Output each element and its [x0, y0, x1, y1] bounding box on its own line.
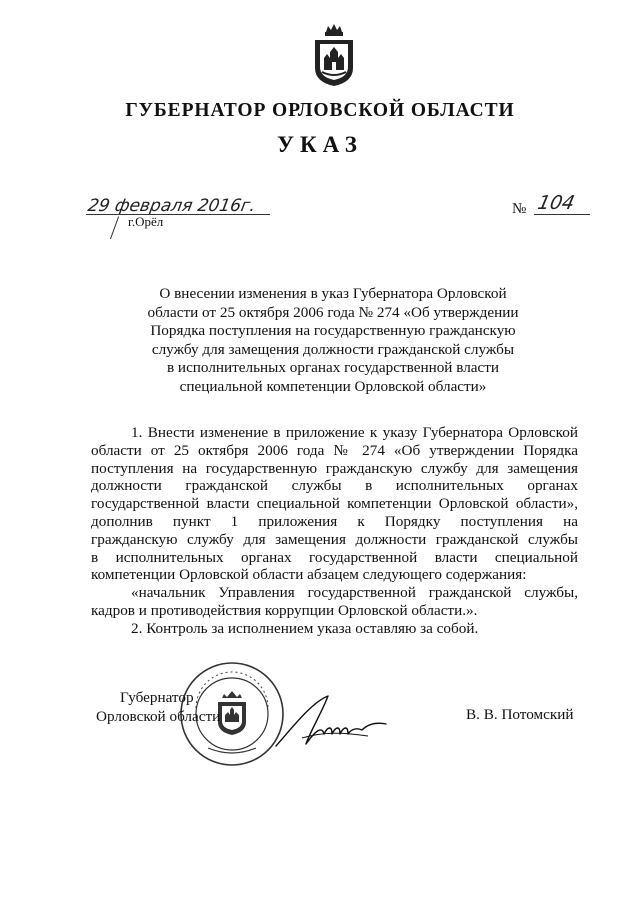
paragraph-line: поступления на государственную гражданскую службу для замещения — [91, 459, 578, 477]
paragraph-line: области от 25 октября 2006 года № 274 «Об утверждении Порядка — [91, 441, 578, 459]
quoted-paragraph — [91, 584, 578, 620]
paragraph-line: должности гражданской службы в исполнительных органах — [91, 477, 578, 495]
document-type-title: УКАЗ — [277, 132, 363, 157]
handwritten-date: 29 февраля 2016г. — [86, 196, 258, 216]
city-tick-mark — [110, 216, 120, 239]
paragraph-1 — [91, 424, 578, 584]
coat-of-arms-icon — [312, 22, 356, 88]
signatory-title-line2: Орловской области — [96, 708, 221, 725]
paragraph-2 — [91, 620, 578, 638]
decree-subject — [120, 285, 546, 397]
subject-line: службу для замещения должности гражданской службы — [151, 340, 515, 358]
paragraph-line: компетенции Орловской области абзацем следующего содержания: — [91, 566, 527, 584]
subject-line: в исполнительных органах государственной власти — [166, 359, 500, 377]
number-label: № — [512, 201, 527, 217]
signatory-title-line1: Губернатор — [120, 689, 194, 706]
handwritten-signature-icon — [272, 688, 392, 752]
subject-line: Порядка поступления на государственную гражданскую — [150, 322, 516, 340]
city-label: г.Орёл — [128, 214, 164, 229]
subject-line: О внесении изменения в указ Губернатора Орловской — [159, 285, 507, 302]
authority-title: ГУБЕРНАТОР ОРЛОВСКОЙ ОБЛАСТИ — [125, 100, 515, 121]
signatory-title — [96, 688, 220, 726]
date-underline — [86, 214, 270, 215]
subject-line: области от 25 октября 2006 года № 274 «Об утверждении — [147, 303, 519, 321]
paragraph-line: кадров и противодействия коррупции Орловской области.». — [91, 601, 478, 619]
handwritten-number: 104 — [535, 192, 577, 214]
paragraph-line: «начальник Управления государственной гражданской службы, — [131, 584, 578, 601]
paragraph-line: дополнив пункт 1 приложения к Порядку поступления на — [91, 512, 578, 530]
paragraph-line: в исполнительных органах государственной власти специальной — [91, 548, 578, 566]
subject-line: специальной компетенции Орловской области» — [179, 377, 487, 395]
signatory-name: В. В. Потомский — [466, 706, 574, 723]
paragraph-line: государственной власти специальной компетенции Орловской области», — [91, 495, 578, 513]
paragraph-line: 2. Контроль за исполнением указа оставляю за собой. — [131, 620, 479, 637]
paragraph-line: гражданскую службу для замещения должности гражданской службы — [91, 530, 578, 548]
paragraph-line: 1. Внести изменение в приложение к указу Губернатора Орловской — [131, 424, 578, 441]
number-underline — [534, 214, 590, 215]
